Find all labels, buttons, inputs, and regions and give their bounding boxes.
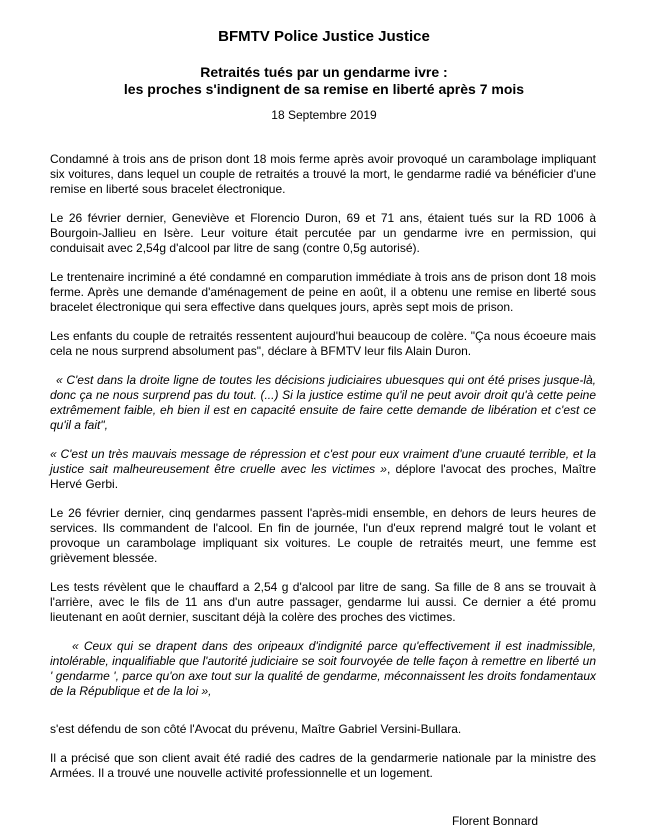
author-signature: Florent Bonnard <box>452 814 539 828</box>
headline-line-2: les proches s'indignent de sa remise en liberté après 7 mois <box>123 81 525 97</box>
source-title: BFMTV Police Justice Justice <box>218 28 430 45</box>
paragraph-defense-attribution: s'est défendu de son côté l'Avocat du prévenu, Maître Gabriel Versini-Bullara. <box>50 722 462 736</box>
article-headline <box>80 64 568 98</box>
paragraph-victims: Le 26 février dernier, Geneviève et Florencio Duron, 69 et 71 ans, étaient tués sur la RD 1006 à Bourgoin-Jallieu en Isère. Leur voiture était percutée par un gendarme ivre en permission, qui conduisait avec 2,54g d'alcool par litre de sang (contre 0,5g autorisé). <box>50 211 596 255</box>
publication-date: 18 Septembre 2019 <box>271 108 377 122</box>
article-body <box>50 152 596 795</box>
headline-line-1: Retraités tués par un gendarme ivre : <box>200 64 448 80</box>
quote-lawyer: « C'est un très mauvais message de répression et c'est pour eux vraiment d'une cruauté terrible, et la justice sait malheureusement être cruelle avec les victimes » <box>50 447 596 476</box>
paragraph-intro: Condamné à trois ans de prison dont 18 mois ferme après avoir provoqué un carambolage impliquant six voitures, dans lequel un couple de retraités a trouvé la mort, le gendarme radié va bénéficier d'une remise en liberté sous bracelet électronique. <box>50 152 596 196</box>
paragraph-sentence: Le trentenaire incriminé a été condamné en comparution immédiate à trois ans de prison dont 18 mois ferme. Après une demande d'aménagement de peine en août, il a obtenu une remise en liberté sous bracelet électronique qui sera effective dans quelques jours, après sept mois de prison. <box>50 270 596 314</box>
paragraph-family-reaction: Les enfants du couple de retraités ressentent aujourd'hui beaucoup de colère. "Ça nous écoeure mais cela ne nous surprend absolument pas", déclare à BFMTV leur fils Alain Duron. <box>50 329 596 358</box>
paragraph-conclusion: Il a précisé que son client avait été radié des cadres de la gendarmerie nationale par la ministre des Armées. Il a trouvé une nouvelle activité professionnelle et un logement. <box>50 751 596 780</box>
quote-defense: « Ceux qui se drapent dans des oripeaux d'indignité parce qu'effectivement il est inadmissible, intolérable, inqualifiable que l'autorité judiciaire se soit fourvoyée de telle façon à remettre en liberté un ' gendarme ', parce qu'on axe tout sur la qualité de gendarme, méconnaissent les droits fondamentaux de la République et de la loi », <box>50 639 596 698</box>
paragraph-tests: Les tests révèlent que le chauffard a 2,54 g d'alcool par litre de sang. Sa fille de 8 ans se trouvait à l'arrière, avec le fils de 11 ans d'un autre passager, gendarme lui aussi. Ce dernier a été promu lieutenant en août dernier, suscitant déjà la colère des proches des victimes. <box>50 580 596 624</box>
paragraph-facts: Le 26 février dernier, cinq gendarmes passent l'après-midi ensemble, en dehors de leurs heures de services. Ils commandent de l'alcool. En fin de journée, l'un d'eux reprend malgré tout le volant et provoque un carambolage impliquant six voitures. Le couple de retraités meurt, une femme est grièvement blessée. <box>50 506 596 565</box>
quote-lawyer-attribution: , déplore l'avocat des proches, Maître Hervé Gerbi. <box>50 462 596 491</box>
quote-lawyer-paragraph <box>50 447 596 492</box>
quote-family: « C'est dans la droite ligne de toutes les décisions judiciaires ubuesques qui ont été prises jusque-là, donc ça ne nous surprend pas du tout. (...) Si la justice estime qu'il ne peut avoir droit qu'à cette peine extrêmement faible, eh bien il est en capacité ensuite de faire cette demande de libération et c'est ce qu'il a fait", <box>50 373 596 432</box>
